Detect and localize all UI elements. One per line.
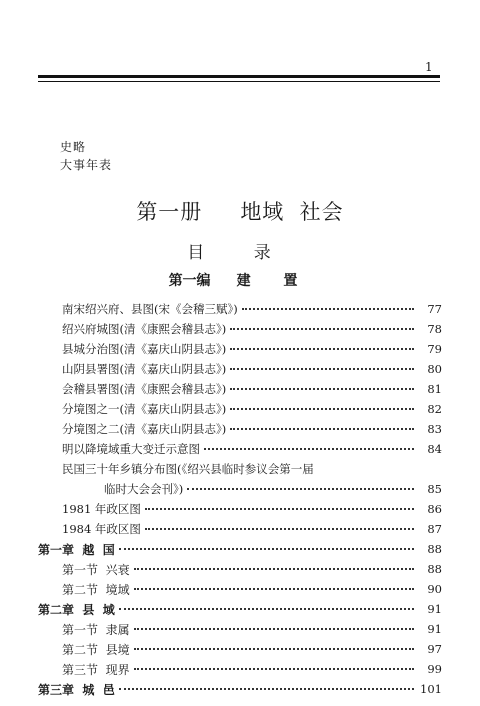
toc-entry[interactable] bbox=[62, 419, 442, 439]
toc-section-text: 第一节 兴衰 bbox=[62, 562, 130, 577]
toc-section[interactable] bbox=[62, 579, 442, 599]
toc-entry-page: 86 bbox=[427, 502, 442, 516]
toc-section-text: 第一节 隶属 bbox=[62, 622, 130, 637]
toc-chapter[interactable] bbox=[38, 679, 442, 699]
toc-section-page: 90 bbox=[427, 582, 442, 596]
leader-dots bbox=[230, 368, 414, 370]
toc-entry-page: 81 bbox=[427, 382, 442, 396]
toc-entry-page: 82 bbox=[427, 402, 442, 416]
toc-section-page: 99 bbox=[427, 662, 442, 676]
volume-subject: 地域 社会 bbox=[240, 200, 344, 224]
toc-entry[interactable] bbox=[62, 339, 442, 359]
toc-entry-page: 77 bbox=[427, 302, 442, 316]
leader-dots bbox=[230, 428, 414, 430]
preface-item-history: 史略 bbox=[60, 140, 87, 154]
preface-item-chronology: 大事年表 bbox=[60, 158, 113, 172]
toc-entry[interactable] bbox=[62, 499, 442, 519]
toc-entry-text: 县城分治图(清《嘉庆山阴县志》) bbox=[62, 342, 227, 356]
leader-dots bbox=[134, 568, 414, 570]
leader-dots bbox=[134, 648, 414, 650]
leader-dots bbox=[230, 408, 414, 410]
leader-dots bbox=[242, 308, 414, 310]
toc-entry-page: 85 bbox=[427, 482, 442, 496]
toc-heading: 目 录 bbox=[187, 243, 293, 263]
toc-entry-text: 1981 年政区图 bbox=[62, 502, 141, 516]
toc-chapter-page: 101 bbox=[420, 682, 442, 696]
toc-section-text: 第三节 现界 bbox=[62, 662, 130, 677]
toc-entry-text: 明以降境域重大变迁示意图 bbox=[62, 442, 200, 456]
toc-entry-text: 南宋绍兴府、县图(宋《会稽三赋》) bbox=[62, 302, 238, 316]
leader-dots bbox=[230, 328, 414, 330]
toc-section-page: 88 bbox=[427, 562, 442, 576]
toc-entry-page: 83 bbox=[427, 422, 442, 436]
leader-dots bbox=[119, 608, 414, 610]
toc-entry-page: 78 bbox=[427, 322, 442, 336]
toc-entry[interactable] bbox=[62, 359, 442, 379]
header-rule-thick bbox=[38, 75, 440, 78]
toc-section-page: 91 bbox=[427, 622, 442, 636]
toc-entry-text: 临时大会会刊》) bbox=[104, 482, 184, 496]
toc-section-text: 第二节 境域 bbox=[62, 582, 130, 597]
toc-section[interactable] bbox=[62, 659, 442, 679]
toc-entry-line2[interactable] bbox=[104, 479, 442, 499]
toc-entry-text: 分境图之一(清《嘉庆山阴县志》) bbox=[62, 402, 227, 416]
header-rule-thin bbox=[38, 81, 440, 82]
toc-entry-text: 山阴县署图(清《嘉庆山阴县志》) bbox=[62, 362, 227, 376]
toc-chapter[interactable] bbox=[38, 539, 442, 559]
toc-entry-page: 80 bbox=[427, 362, 442, 376]
leader-dots bbox=[230, 388, 414, 390]
leader-dots bbox=[145, 508, 414, 510]
volume-title bbox=[0, 196, 480, 226]
leader-dots bbox=[119, 548, 414, 550]
toc-entry-page: 87 bbox=[427, 522, 442, 536]
leader-dots bbox=[204, 448, 414, 450]
toc-entry-page: 79 bbox=[427, 342, 442, 356]
page-number: 1 bbox=[425, 60, 433, 74]
leader-dots bbox=[230, 348, 414, 350]
toc-entry[interactable] bbox=[62, 399, 442, 419]
part-label: 第一编 bbox=[168, 273, 211, 289]
toc-entry-text: 绍兴府城图(清《康熙会稽县志》) bbox=[62, 322, 227, 336]
toc-entry-text: 1984 年政区图 bbox=[62, 522, 141, 536]
toc-entry[interactable] bbox=[62, 519, 442, 539]
toc-entry-text: 民国三十年乡镇分布图(《绍兴县临时参议会第一届 bbox=[62, 462, 314, 476]
toc-chapter-page: 91 bbox=[427, 602, 442, 616]
leader-dots bbox=[187, 488, 414, 490]
toc-entry-page: 84 bbox=[427, 442, 442, 456]
toc-entry[interactable] bbox=[62, 439, 442, 459]
toc-entry[interactable] bbox=[62, 319, 442, 339]
toc-chapter[interactable] bbox=[38, 599, 442, 619]
part-heading bbox=[0, 270, 480, 290]
toc-entry-line1[interactable] bbox=[62, 459, 442, 479]
toc-entry[interactable] bbox=[62, 379, 442, 399]
toc-section-text: 第二节 县境 bbox=[62, 642, 130, 657]
toc-chapter-text: 第一章 越 国 bbox=[38, 542, 115, 557]
toc-entry[interactable] bbox=[62, 299, 442, 319]
leader-dots bbox=[134, 668, 414, 670]
toc-section[interactable] bbox=[62, 639, 442, 659]
leader-dots bbox=[134, 588, 414, 590]
leader-dots bbox=[119, 688, 414, 690]
leader-dots bbox=[134, 628, 414, 630]
toc-entry-text: 会稽县署图(清《康熙会稽县志》) bbox=[62, 382, 227, 396]
leader-dots bbox=[145, 528, 414, 530]
toc-section-page: 97 bbox=[427, 642, 442, 656]
toc-entry-text: 分境图之二(清《嘉庆山阴县志》) bbox=[62, 422, 227, 436]
toc-chapter-text: 第二章 县 域 bbox=[38, 602, 115, 617]
toc-section[interactable] bbox=[62, 559, 442, 579]
toc-chapter-page: 88 bbox=[427, 542, 442, 556]
part-name: 建 置 bbox=[236, 273, 312, 289]
toc-section[interactable] bbox=[62, 619, 442, 639]
toc-chapter-text: 第三章 城 邑 bbox=[38, 682, 115, 697]
volume-number: 第一册 bbox=[136, 200, 203, 224]
